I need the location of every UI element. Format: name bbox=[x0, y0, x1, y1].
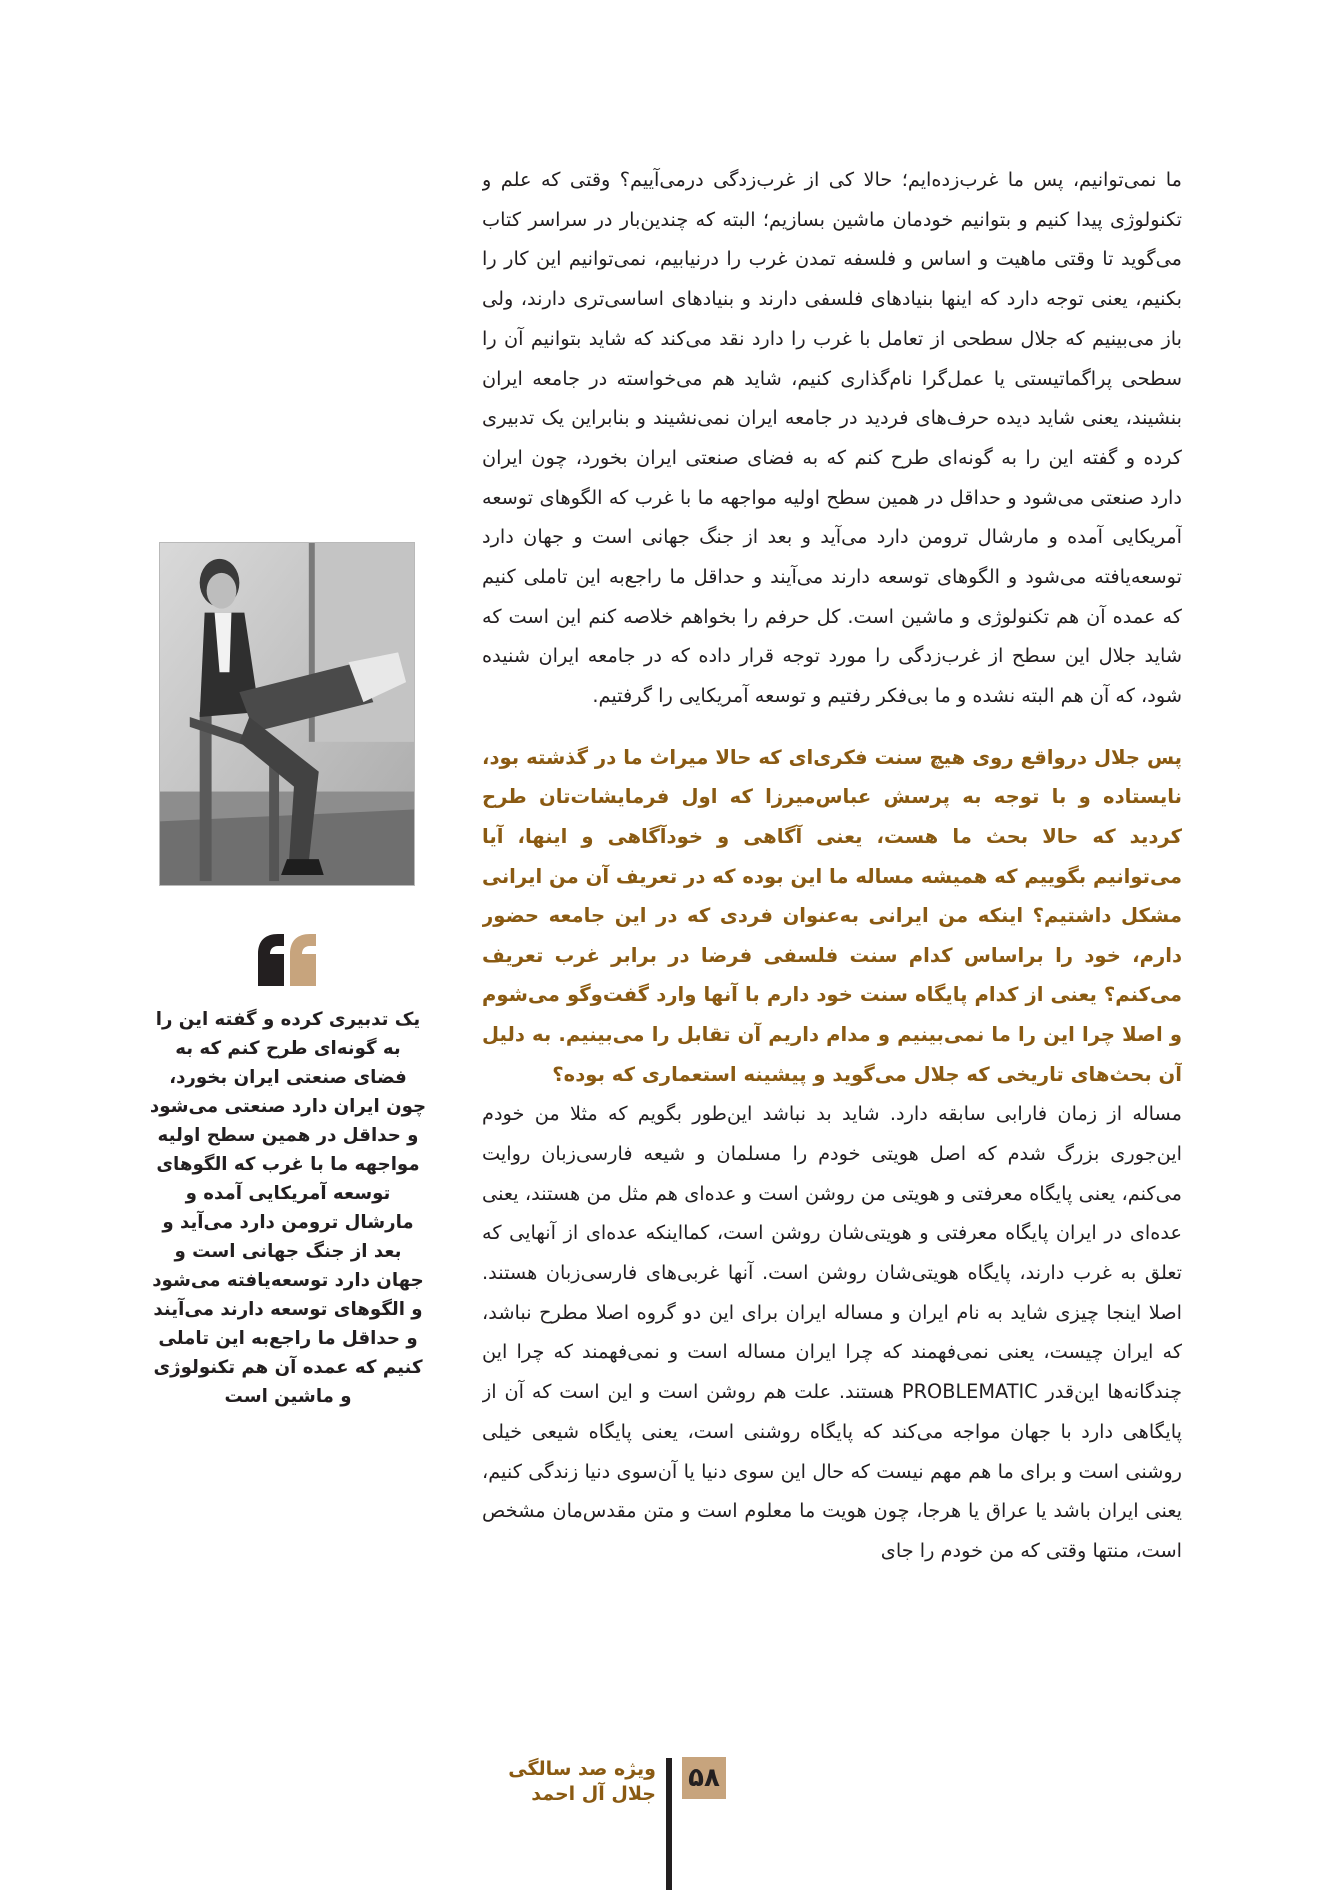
footer-divider bbox=[666, 1758, 672, 1890]
portrait-photo bbox=[159, 542, 415, 886]
portrait-photo-image bbox=[160, 543, 414, 885]
article-paragraph-2: مساله از زمان فارابی سابقه دارد. شاید بد نباشد این‌طور بگویم که مثلا من خودم این‌جوری بزرگ شدم که اصل هویتی خودم را مسلمان و شیعه فارسی‌زبان روایت می‌کنم، یعنی پایگاه معرفتی و هویتی من روشن است و عده‌ای هم مثل من هستند، یعنی عده‌ای در ایران پایگاه معرفتی و هویتی‌شان روشن است، کمااینکه عده‌ای از آنهایی که تعلق به غرب دارند، پایگاه هویتی‌شان روشن است. آنها غربی‌های فارسی‌زبان هستند. اصلا اینجا چیزی شاید به نام ایران و مساله ایران برای این دو گروه اصلا مطرح نباشد، که ایران چیست، یعنی نمی‌فهمند که چرا ایران مساله است و نمی‌فهمند که چرا این چندگانه‌ها این‌قدر PROBLEMATIC هستند. علت هم روشن است و این است که آن از پایگاهی دارد با جهان مواجه می‌کند که پایگاه روشنی است، یعنی پایگاه شیعی خیلی روشنی است و برای ما هم مهم نیست که حال این سوی دنیا یا آن‌سوی دنیا زندگی کنیم، یعنی ایران باشد یا عراق یا هرجا، چون هویت ما معلوم است و متن مقدس‌مان مشخص است، منتها وقتی که من خودم را جای bbox=[482, 1102, 1182, 1562]
issue-subtitle: جلال آل احمد bbox=[531, 1783, 656, 1805]
article-paragraph-1: ما نمی‌توانیم، پس ما غرب‌زده‌ایم؛ حالا کی از غرب‌زدگی درمی‌آییم؟ وقتی که علم و تکنولوژی پیدا کنیم و بتوانیم خودمان ماشین بسازیم؛ البته که چندین‌بار در سراسر کتاب می‌گوید تا وقتی ماهیت و اساس و فلسفه تمدن غرب را درنیابیم، نمی‌توانیم این کار را بکنیم، یعنی توجه دارد که اینها بنیادهای فلسفی دارند و بنیادهای اساسی‌تری دارند، ولی باز می‌بینیم که جلال سطحی از تعامل با غرب را دارد نقد می‌کند که شاید بتوانیم آن را سطحی پراگماتیستی یا عمل‌گرا نام‌گذاری کنیم، شاید هم می‌خواسته در جامعه ایران بنشیند، یعنی شاید دیده حرف‌های فردید در جامعه ایران نمی‌نشیند و بنابراین یک تدبیری کرده و گفته این را به گونه‌ای طرح کنم که به فضای صنعتی ایران بخورد، چون ایران دارد صنعتی می‌شود و حداقل در همین سطح اولیه مواجهه ما با غرب که الگوهای توسعه آمریکایی آمده و مارشال ترومن دارد می‌آید و بعد از جنگ جهانی است و جهان دارد توسعه‌یافته می‌شود و الگوهای توسعه دارند می‌آیند و حداقل ما راجع‌به این تاملی کنیم که عمده آن هم تکنولوژی و ماشین است. کل حرفم را بخواهم خلاصه کنم این است که شاید جلال این سطح از غرب‌زدگی را مورد توجه قرار داده که در جامعه ایران شنیده شود، که آن هم البته نشده و ما بی‌فکر رفتیم و توسعه آمریکایی را گرفتیم. bbox=[482, 168, 1182, 708]
article-body bbox=[482, 160, 1182, 1720]
page-number: ۵۸ bbox=[682, 1757, 726, 1799]
quote-mark-icon bbox=[254, 930, 320, 990]
interview-question: پس جلال درواقع روی هیچ سنت فکری‌ای که حالا میراث ما در گذشته بود، نایستاده و با توجه به پرسش عباس‌میرزا که اول فرمایشات‌تان طرح کردید که حالا بحث ما هست، یعنی آگاهی و خودآگاهی و اینها، آیا می‌توانیم بگوییم که همیشه مساله ما این بوده که در تعریف آن من ایرانی مشکل داشتیم؟ اینکه من ایرانی به‌عنوان فردی که در این جامعه حضور دارم، خود را براساس کدام سنت فلسفی فرضا در برابر غرب تعریف می‌کنم؟ یعنی از کدام پایگاه سنت خود دارم با آنها وارد گفت‌وگو می‌شوم و اصلا چرا این را ما نمی‌بینیم و مدام داریم آن تقابل را می‌بینیم. به دلیل آن بحث‌های تاریخی که جلال می‌گوید و پیشینه استعماری که بوده؟ bbox=[482, 745, 1182, 1086]
issue-title: ویژه صد سالگی bbox=[508, 1758, 656, 1780]
pull-quote: یک تدبیری کرده و گفته این را به گونه‌ای طرح کنم که به فضای صنعتی ایران بخورد، چون ایران دارد صنعتی می‌شود و حداقل در همین سطح اولیه مواجهه ما با غرب که الگوهای توسعه آمریکایی آمده و مارشال ترومن دارد می‌آید و بعد از جنگ جهانی است و جهان دارد توسعه‌یافته می‌شود و الگوهای توسعه دارند می‌آیند و حداقل ما راجع‌به این تاملی کنیم که عمده آن هم تکنولوژی و ماشین است bbox=[149, 1009, 427, 1407]
issue-label bbox=[510, 1757, 656, 1807]
